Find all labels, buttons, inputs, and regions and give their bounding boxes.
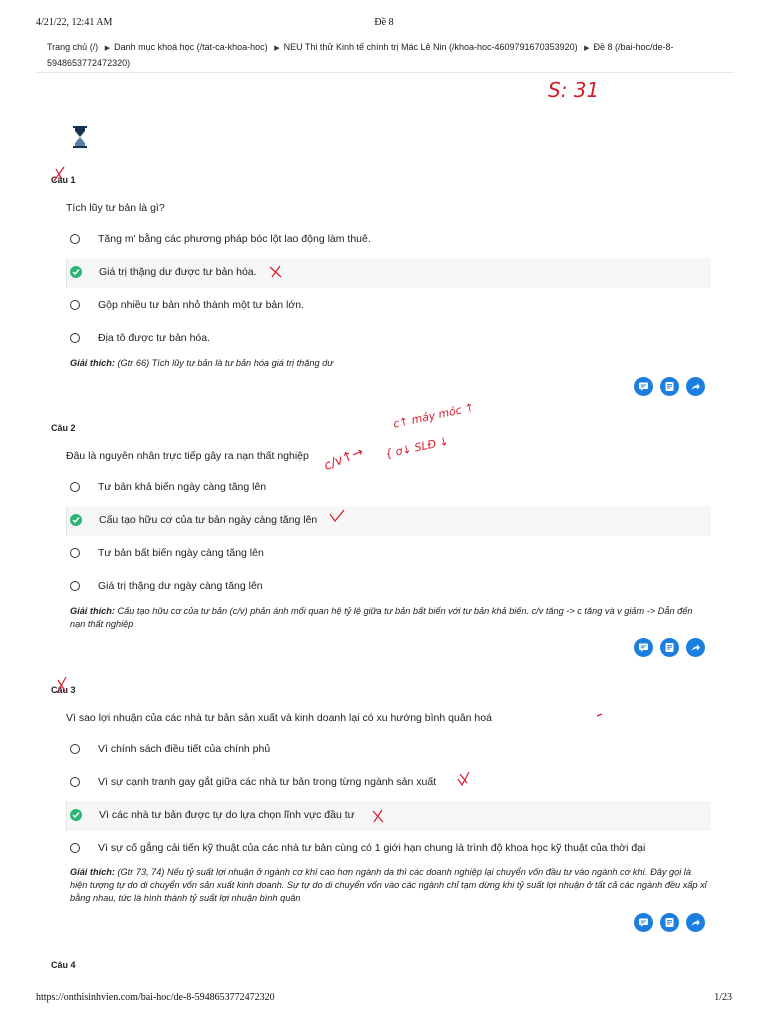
breadcrumb-separator-icon: ▶ [104, 45, 111, 52]
answer-text: Giá trị thặng dư ngày càng tăng lên [98, 580, 263, 592]
explanation-text: Cấu tạo hữu cơ của tư bản (c/v) phản ánh mối quan hệ tỷ lệ giữa tư bản bất biến với tư bản khả biến. c/v tăng -> c tăng và v giảm -> Dẫn đến nạn thất nghiệp [70, 606, 693, 629]
handwritten-dot-mark [596, 712, 604, 718]
share-button[interactable] [686, 377, 705, 396]
breadcrumb-courses[interactable]: Danh mục khoá học (/tat-ca-khoa-hoc) [114, 42, 268, 52]
handwritten-note: c↑ máy móc ↑ [392, 400, 476, 431]
radio-icon[interactable] [70, 234, 80, 244]
explanation [70, 605, 710, 631]
handwritten-note: c/v↑→ [322, 444, 366, 474]
comment-button[interactable] [634, 377, 653, 396]
comment-button[interactable] [634, 638, 653, 657]
breadcrumb-separator-icon: ▶ [584, 45, 590, 52]
print-title: Đề 8 [374, 17, 394, 28]
check-circle-icon [70, 266, 82, 278]
explanation [70, 866, 710, 905]
answer-option-correct[interactable] [66, 801, 711, 831]
share-icon [690, 917, 701, 928]
radio-icon[interactable] [70, 300, 80, 310]
note-icon [664, 642, 675, 653]
comment-icon [638, 917, 649, 928]
breadcrumb-course[interactable]: NEU Thi thử Kinh tế chính trị Mác Lê Nin (/khoa-hoc-4609791670353920) [283, 42, 578, 52]
explanation-label: Giải thích: [70, 606, 115, 616]
question-label: Câu 2 [51, 423, 76, 433]
answer-text: Cấu tạo hữu cơ của tư bản ngày càng tăng lên [99, 514, 318, 526]
note-icon [664, 381, 675, 392]
answer-text: Giá trị thặng dư được tư bản hóa. [99, 266, 257, 278]
explanation-label: Giải thích: [70, 867, 115, 877]
handwritten-x-mark [268, 264, 284, 280]
note-button[interactable] [660, 377, 679, 396]
explanation [70, 357, 710, 370]
handwritten-x-mark [371, 808, 385, 824]
explanation-text: (Gtr 73, 74) Nếu tỷ suất lợi nhuận ở ngành cơ khí cao hơn ngành da thì các doanh nghiệp lại chuyển vốn đầu tư vào ngành cơ khí. Đây gọi là hiện tượng tự do di chuyển vốn sản xuất kinh doanh. Sự tự do di chuyển vốn vào các ngành chỉ tạm dừng khi tỷ suất lợi nhuận ở tất cả các ngành đều xấp xỉ bằng nhau, tức là hình thành tỷ suất lợi nhuận bình quân [70, 867, 707, 903]
page-number: 1/23 [714, 992, 732, 1003]
note-button[interactable] [660, 913, 679, 932]
question-label: Câu 3 [51, 685, 76, 695]
answer-text: Địa tô được tư bản hóa. [98, 332, 211, 344]
answer-option[interactable] [66, 834, 710, 864]
answer-option[interactable] [66, 539, 710, 569]
print-header [36, 17, 732, 31]
answer-text: Tăng m' bằng các phương pháp bóc lột lao động làm thuê. [98, 233, 371, 245]
share-icon [690, 642, 701, 653]
handwritten-check-mark [456, 770, 472, 788]
question-label: Câu 1 [51, 175, 76, 185]
answer-text: Vì sự cạnh tranh gay gắt giữa các nhà tư bản trong từng ngành sản xuất [98, 776, 437, 788]
question-text: Tích lũy tư bản là gì? [66, 202, 165, 214]
handwritten-cross-mark [52, 675, 72, 697]
radio-icon[interactable] [70, 482, 80, 492]
breadcrumb-separator-icon: ▶ [274, 45, 280, 52]
share-button[interactable] [686, 913, 705, 932]
answer-option[interactable] [66, 225, 710, 255]
radio-icon[interactable] [70, 843, 80, 853]
question-label: Câu 4 [51, 960, 76, 970]
print-url: https://onthisinhvien.com/bai-hoc/de-8-5948653772472320 [36, 992, 275, 1003]
answer-option[interactable] [66, 735, 710, 765]
radio-icon[interactable] [70, 548, 80, 558]
check-circle-icon [70, 514, 82, 526]
answer-option[interactable] [66, 768, 710, 798]
hourglass-icon [72, 126, 88, 148]
answer-option-correct[interactable] [66, 506, 711, 536]
handwritten-score: S: 31 [548, 78, 600, 102]
handwritten-note: { ơ↓ SLĐ ↓ [384, 434, 450, 461]
comment-button[interactable] [634, 913, 653, 932]
comment-icon [638, 642, 649, 653]
print-date: 4/21/22, 12:41 AM [36, 17, 113, 28]
answer-option[interactable] [66, 291, 710, 321]
radio-icon[interactable] [70, 333, 80, 343]
answer-text: Tư bản khả biến ngày càng tăng lên [98, 481, 267, 493]
answer-option[interactable] [66, 572, 710, 602]
answer-text: Vì các nhà tư bản được tự do lựa chọn lĩnh vực đầu tư [99, 809, 355, 821]
radio-icon[interactable] [70, 581, 80, 591]
divider [36, 72, 734, 73]
breadcrumb-lesson[interactable]: Đề 8 (/bai-hoc/de-8-5948653772472320) [47, 42, 674, 68]
answer-text: Vì chính sách điều tiết của chính phủ [98, 743, 271, 755]
breadcrumb-home[interactable]: Trang chủ (/) [47, 42, 99, 52]
question-text: Đâu là nguyên nhân trực tiếp gây ra nạn thất nghiệp [66, 450, 309, 462]
share-icon [690, 381, 701, 392]
answer-option[interactable] [66, 324, 710, 354]
handwritten-check-mark [328, 508, 346, 524]
radio-icon[interactable] [70, 777, 80, 787]
answer-option[interactable] [66, 473, 710, 503]
note-icon [664, 917, 675, 928]
comment-icon [638, 381, 649, 392]
note-button[interactable] [660, 638, 679, 657]
answer-text: Vì sự cố gắng cải tiến kỹ thuật của các nhà tư bản cùng có 1 giới hạn chung là trình độ khoa học kỹ thuật của thời đại [98, 842, 646, 854]
question-text: Vì sao lợi nhuận của các nhà tư bản sản xuất và kinh doanh lại có xu hướng bình quân hoá [66, 712, 492, 724]
check-circle-icon [70, 809, 82, 821]
answer-text: Tư bản bất biến ngày càng tăng lên [98, 547, 264, 559]
share-button[interactable] [686, 638, 705, 657]
answer-text: Gộp nhiều tư bản nhỏ thành một tư bản lớn. [98, 299, 304, 311]
answer-option-correct[interactable] [66, 258, 711, 288]
handwritten-cross-mark [50, 165, 70, 185]
breadcrumb [47, 40, 707, 70]
explanation-text: (Gtr 66) Tích lũy tư bản là tư bản hóa giá trị thặng dư [114, 358, 334, 368]
explanation-label: Giải thích: [70, 358, 115, 368]
radio-icon[interactable] [70, 744, 80, 754]
